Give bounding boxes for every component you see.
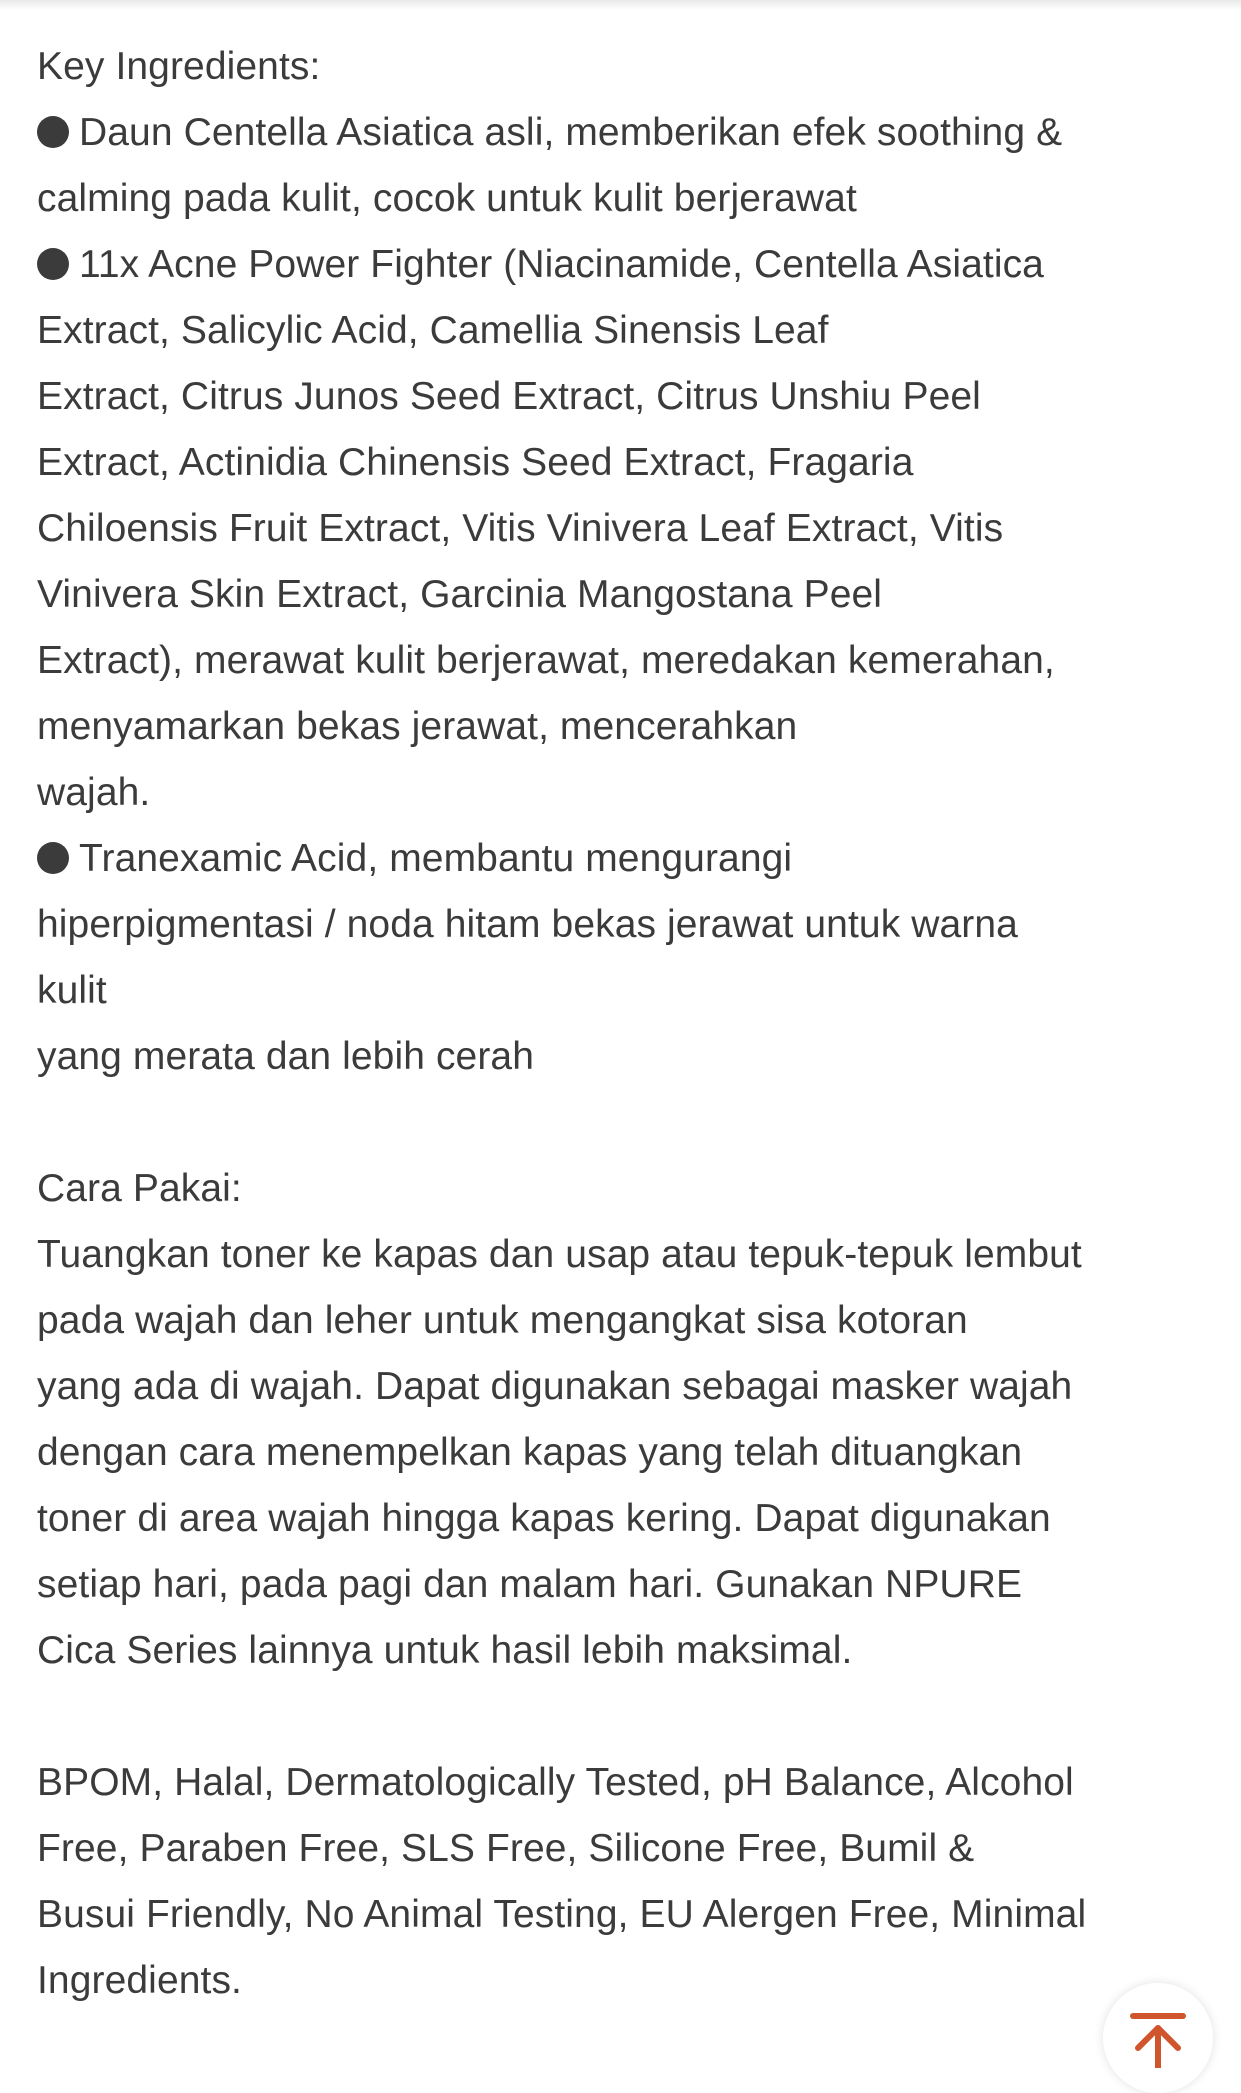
- ingredient-line: hiperpigmentasi / noda hitam bekas jerawat untuk warna: [37, 903, 1018, 946]
- ingredient-line: Extract), merawat kulit berjerawat, meredakan kemerahan,: [37, 639, 1055, 682]
- ingredient-line: wajah.: [37, 771, 151, 814]
- bullet-icon: [37, 842, 69, 874]
- bullet-icon: [37, 116, 69, 148]
- ingredient-line: Extract, Actinidia Chinensis Seed Extract, Fragaria: [37, 441, 914, 484]
- usage-line: Cica Series lainnya untuk hasil lebih maksimal.: [37, 1629, 853, 1672]
- claims-line: Free, Paraben Free, SLS Free, Silicone Free, Bumil &: [37, 1827, 975, 1870]
- ingredient-line: menyamarkan bekas jerawat, mencerahkan: [37, 705, 798, 748]
- usage-line: setiap hari, pada pagi dan malam hari. Gunakan NPURE: [37, 1563, 1023, 1606]
- ingredient-line: Vinivera Skin Extract, Garcinia Mangostana Peel: [37, 573, 883, 616]
- claims-line: Ingredients.: [37, 1959, 242, 2002]
- key-ingredients-heading: Key Ingredients:: [37, 45, 321, 88]
- usage-heading: Cara Pakai:: [37, 1167, 242, 1210]
- product-description: [37, 34, 1207, 2014]
- ingredient-line: kulit: [37, 969, 107, 1012]
- ingredient-item-acne-fighter: 11x Acne Power Fighter (Niacinamide, Centella Asiatica: [37, 232, 1207, 298]
- top-divider: [0, 0, 1241, 10]
- usage-line: yang ada di wajah. Dapat digunakan sebagai masker wajah: [37, 1365, 1073, 1408]
- usage-line: dengan cara menempelkan kapas yang telah dituangkan: [37, 1431, 1023, 1474]
- bullet-icon: [37, 248, 69, 280]
- claims-line: Busui Friendly, No Animal Testing, EU Alergen Free, Minimal: [37, 1893, 1087, 1936]
- ingredient-line: Extract, Citrus Junos Seed Extract, Citrus Unshiu Peel: [37, 375, 981, 418]
- blank-line: [37, 1090, 1207, 1156]
- ingredient-item-centella: Daun Centella Asiatica asli, memberikan efek soothing &: [37, 100, 1207, 166]
- ingredient-line: calming pada kulit, cocok untuk kulit berjerawat: [37, 177, 857, 220]
- claims-line: BPOM, Halal, Dermatologically Tested, pH Balance, Alcohol: [37, 1761, 1074, 1804]
- ingredient-line: yang merata dan lebih cerah: [37, 1035, 535, 1078]
- usage-line: Tuangkan toner ke kapas dan usap atau tepuk-tepuk lembut: [37, 1233, 1082, 1276]
- ingredient-line: Chiloensis Fruit Extract, Vitis Vinivera Leaf Extract, Vitis: [37, 507, 1004, 550]
- usage-line: pada wajah dan leher untuk mengangkat sisa kotoran: [37, 1299, 968, 1342]
- ingredient-line: Extract, Salicylic Acid, Camellia Sinensis Leaf: [37, 309, 829, 352]
- arrow-up-to-top-icon: [1128, 2008, 1188, 2068]
- back-to-top-button[interactable]: [1103, 1983, 1213, 2093]
- blank-line: [37, 1684, 1207, 1750]
- usage-line: toner di area wajah hingga kapas kering. Dapat digunakan: [37, 1497, 1051, 1540]
- ingredient-item-tranexamic: Tranexamic Acid, membantu mengurangi: [37, 826, 1207, 892]
